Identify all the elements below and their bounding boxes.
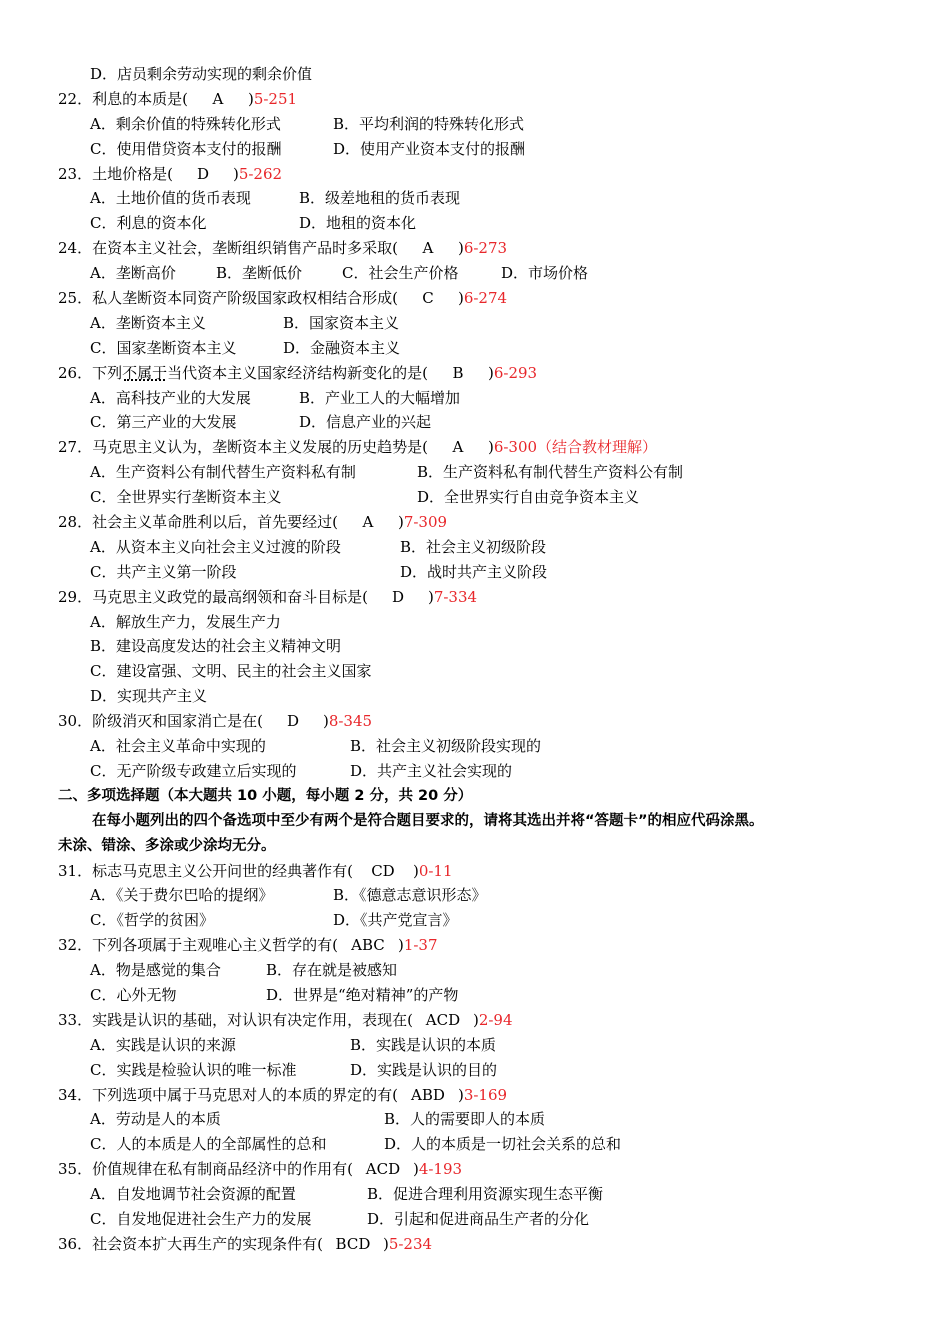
close-paren: ) xyxy=(472,1010,479,1029)
option-choice: D．地租的资本化 xyxy=(299,214,417,233)
question-text: 社会主义革命胜利以后，首先要经过( xyxy=(92,513,338,532)
page-reference: 1-37 xyxy=(403,936,438,955)
question-text: 下列各项属于主观唯心主义哲学的有( xyxy=(92,936,338,955)
option-row xyxy=(0,1033,950,1058)
answer-letter: B xyxy=(452,363,464,382)
close-paren: ) xyxy=(232,164,239,183)
emphasis-dotted: 不属于 xyxy=(122,363,168,382)
question-text: 实践是认识的基础，对认识有决定作用，表现在( xyxy=(92,1010,413,1029)
option-choice: C．自发地促进社会生产力的发展 xyxy=(90,1209,312,1228)
option-choice: B．级差地租的货币表现 xyxy=(299,189,461,208)
option-choice: C．人的本质是人的全部属性的总和 xyxy=(90,1135,327,1154)
option-choice: B．促进合理利用资源实现生态平衡 xyxy=(367,1185,604,1204)
close-paren: ) xyxy=(457,289,464,308)
question-stem xyxy=(0,1083,950,1108)
question-number: 35． xyxy=(58,1160,93,1179)
option-row xyxy=(0,137,950,162)
question-stem xyxy=(0,933,950,958)
option-choice: B．社会主义初级阶段 xyxy=(400,537,547,556)
option-choice: D．信息产业的兴起 xyxy=(299,413,432,432)
close-paren: ) xyxy=(487,363,494,382)
option-choice: D．实践是认识的目的 xyxy=(350,1060,498,1079)
option-choice: B．实践是认识的本质 xyxy=(350,1035,497,1054)
page-reference: 3-169 xyxy=(463,1085,508,1104)
page-reference: 6-274 xyxy=(463,289,508,308)
option-choice: A．生产资料公有制代替生产资料私有制 xyxy=(90,463,356,482)
option-choice: D．《共产党宣言》 xyxy=(333,911,458,930)
option-row xyxy=(0,734,950,759)
page-reference: 5-262 xyxy=(238,164,283,183)
option-row xyxy=(0,261,950,286)
option-choice: A．垄断高价 xyxy=(90,264,176,283)
option-row xyxy=(0,684,950,709)
question-stem xyxy=(0,510,950,535)
option-choice: C．建设富强、文明、民主的社会主义国家 xyxy=(90,662,372,681)
option-choice: D．世界是“绝对精神”的产物 xyxy=(266,985,459,1004)
option-row xyxy=(0,535,950,560)
option-choice: A．《关于费尔巴哈的提纲》 xyxy=(90,886,274,905)
page-reference: 0-11 xyxy=(418,861,453,880)
option-choice: C．国家垄断资本主义 xyxy=(90,338,237,357)
option-choice: A．垄断资本主义 xyxy=(90,313,206,332)
page-reference: 6-293 xyxy=(493,363,538,382)
exam-page xyxy=(0,62,950,1257)
option-choice: A．物是感觉的集合 xyxy=(90,961,221,980)
answer-letter: A xyxy=(422,239,434,258)
option-row xyxy=(0,336,950,361)
option-row xyxy=(0,983,950,1008)
answer-letter: A xyxy=(452,438,464,457)
close-paren: ) xyxy=(247,89,254,108)
close-paren: ) xyxy=(397,936,404,955)
page-reference: 8-345 xyxy=(328,712,373,731)
answer-letter: D xyxy=(286,712,299,731)
option-row xyxy=(0,1107,950,1132)
option-row xyxy=(0,560,950,585)
option-row xyxy=(0,659,950,684)
option-choice: B．产业工人的大幅增加 xyxy=(299,388,461,407)
page-reference: 5-234 xyxy=(388,1234,433,1253)
option-choice: D．实现共产主义 xyxy=(90,687,208,706)
option-row xyxy=(0,62,950,87)
option-choice: D．金融资本主义 xyxy=(283,338,401,357)
answer-letter: ACD xyxy=(365,1160,401,1179)
option-row xyxy=(0,211,950,236)
option-row xyxy=(0,186,950,211)
page-reference: 7-309 xyxy=(403,513,448,532)
section-instructions: 未涂、错涂、多涂或少涂均无分。 xyxy=(58,837,276,854)
option-row xyxy=(0,883,950,908)
option-choice: B．生产资料私有制代替生产资料公有制 xyxy=(417,463,684,482)
question-text: 阶级消灭和国家消亡是在( xyxy=(92,712,263,731)
answer-letter: CD xyxy=(371,861,395,880)
close-paren: ) xyxy=(412,1160,419,1179)
close-paren: ) xyxy=(412,861,419,880)
question-stem xyxy=(0,87,950,112)
option-row xyxy=(0,311,950,336)
option-choice: D．店员剩余劳动实现的剩余价值 xyxy=(90,65,313,83)
option-choice: B．《德意志意识形态》 xyxy=(333,886,487,905)
option-choice: A．实践是认识的来源 xyxy=(90,1035,236,1054)
option-choice: A．社会主义革命中实现的 xyxy=(90,737,266,756)
answer-letter: D xyxy=(196,164,209,183)
option-row xyxy=(0,908,950,933)
option-row xyxy=(0,1132,950,1157)
question-text: 下列选项中属于马克思对人的本质的界定的有( xyxy=(92,1085,398,1104)
question-stem xyxy=(0,361,950,386)
option-choice: A．土地价值的货币表现 xyxy=(90,189,251,208)
question-text: 利息的本质是( xyxy=(92,89,188,108)
question-text: 马克思主义政党的最高纲领和奋斗目标是( xyxy=(92,587,368,606)
question-stem xyxy=(0,162,950,187)
option-choice: C．利息的资本化 xyxy=(90,214,207,233)
option-choice: C．全世界实行垄断资本主义 xyxy=(90,488,282,507)
question-number: 34． xyxy=(58,1085,93,1104)
option-row xyxy=(0,759,950,784)
option-choice: A．解放生产力，发展生产力 xyxy=(90,612,281,631)
question-number: 33． xyxy=(58,1010,93,1029)
answer-letter: A xyxy=(212,89,224,108)
option-choice: D．市场价格 xyxy=(501,264,589,283)
option-choice: B．建设高度发达的社会主义精神文明 xyxy=(90,637,342,656)
option-choice: B．国家资本主义 xyxy=(283,313,400,332)
question-number: 27． xyxy=(58,438,93,457)
page-reference: 6-300（结合教材理解） xyxy=(493,438,658,457)
section-heading: 二、多项选择题（本大题共 10 小题，每小题 2 分，共 20 分） xyxy=(58,787,473,804)
section-instructions: 在每小题列出的四个备选项中至少有两个是符合题目要求的，请将其选出并将“答题卡”的相应代码涂黑。 xyxy=(92,812,764,829)
option-row xyxy=(0,460,950,485)
option-choice: D．共产主义社会实现的 xyxy=(350,761,513,780)
page-reference: 5-251 xyxy=(253,89,298,108)
option-row xyxy=(0,386,950,411)
option-choice: D．全世界实行自由竞争资本主义 xyxy=(417,488,640,507)
answer-letter: D xyxy=(391,587,404,606)
option-choice: A．劳动是人的本质 xyxy=(90,1110,221,1129)
option-row xyxy=(0,1207,950,1232)
option-choice: A．剩余价值的特殊转化形式 xyxy=(90,114,281,133)
close-paren: ) xyxy=(457,239,464,258)
option-choice: D．人的本质是一切社会关系的总和 xyxy=(384,1135,622,1154)
question-text: 私人垄断资本同资产阶级国家政权相结合形成( xyxy=(92,289,398,308)
option-choice: C．使用借贷资本支付的报酬 xyxy=(90,139,282,158)
question-number: 29． xyxy=(58,587,93,606)
answer-letter: ACD xyxy=(425,1010,461,1029)
question-text: 价值规律在私有制商品经济中的作用有( xyxy=(92,1160,353,1179)
close-paren: ) xyxy=(382,1234,389,1253)
question-stem xyxy=(0,236,950,261)
option-row xyxy=(0,958,950,983)
page-reference: 6-273 xyxy=(463,239,508,258)
option-choice: C．心外无物 xyxy=(90,985,177,1004)
question-stem xyxy=(0,1157,950,1182)
option-choice: D．战时共产主义阶段 xyxy=(400,562,548,581)
page-reference: 2-94 xyxy=(478,1010,513,1029)
question-number: 22． xyxy=(58,89,93,108)
question-number: 31． xyxy=(58,861,93,880)
answer-letter: ABD xyxy=(411,1085,445,1104)
question-stem xyxy=(0,859,950,884)
option-choice: D．使用产业资本支付的报酬 xyxy=(333,139,526,158)
option-row xyxy=(0,1058,950,1083)
close-paren: ) xyxy=(397,513,404,532)
question-stem xyxy=(0,709,950,734)
question-stem xyxy=(0,435,950,460)
question-text: 在资本主义社会，垄断组织销售产品时多采取( xyxy=(92,239,398,258)
question-number: 25． xyxy=(58,289,93,308)
answer-letter: BCD xyxy=(335,1234,371,1253)
question-number: 32． xyxy=(58,936,93,955)
option-choice: B．存在就是被感知 xyxy=(266,961,398,980)
answer-letter: C xyxy=(422,289,434,308)
question-stem xyxy=(0,286,950,311)
question-number: 36． xyxy=(58,1234,93,1253)
question-stem xyxy=(0,1232,950,1257)
option-choice: A．高科技产业的大发展 xyxy=(90,388,251,407)
question-text: 社会资本扩大再生产的实现条件有( xyxy=(92,1234,323,1253)
question-text: 标志马克思主义公开问世的经典著作有( xyxy=(92,861,353,880)
option-choice: C．实践是检验认识的唯一标准 xyxy=(90,1060,297,1079)
close-paren: ) xyxy=(457,1085,464,1104)
option-choice: C．共产主义第一阶段 xyxy=(90,562,237,581)
option-row xyxy=(0,112,950,137)
option-choice: C．无产阶级专政建立后实现的 xyxy=(90,761,297,780)
question-stem xyxy=(0,1008,950,1033)
answer-letter: A xyxy=(362,513,374,532)
option-row xyxy=(0,1182,950,1207)
question-number: 28． xyxy=(58,513,93,532)
option-choice: B．垄断低价 xyxy=(216,264,303,283)
question-number: 23． xyxy=(58,164,93,183)
question-text: 马克思主义认为，垄断资本主义发展的历史趋势是( xyxy=(92,438,428,457)
close-paren: ) xyxy=(487,438,494,457)
option-choice: C．《哲学的贫困》 xyxy=(90,911,214,930)
option-row xyxy=(0,610,950,635)
question-stem xyxy=(0,585,950,610)
page-reference: 4-193 xyxy=(418,1160,463,1179)
option-choice: B．人的需要即人的本质 xyxy=(384,1110,546,1129)
option-choice: C．社会生产价格 xyxy=(342,264,459,283)
option-choice: B．平均利润的特殊转化形式 xyxy=(333,114,525,133)
option-row xyxy=(0,485,950,510)
option-choice: B．社会主义初级阶段实现的 xyxy=(350,737,542,756)
question-text: 土地价格是( xyxy=(92,164,173,183)
option-choice: C．第三产业的大发展 xyxy=(90,413,237,432)
option-choice: D．引起和促进商品生产者的分化 xyxy=(367,1209,590,1228)
close-paren: ) xyxy=(427,587,434,606)
question-number: 30． xyxy=(58,712,93,731)
option-row xyxy=(0,410,950,435)
answer-letter: ABC xyxy=(351,936,385,955)
option-choice: A．自发地调节社会资源的配置 xyxy=(90,1185,296,1204)
option-row xyxy=(0,634,950,659)
close-paren: ) xyxy=(322,712,329,731)
question-number: 24． xyxy=(58,239,93,258)
question-number: 26． xyxy=(58,363,93,382)
option-choice: A．从资本主义向社会主义过渡的阶段 xyxy=(90,537,341,556)
page-reference: 7-334 xyxy=(433,587,478,606)
question-text: 下列不属于当代资本主义国家经济结构新变化的是( xyxy=(92,363,428,382)
